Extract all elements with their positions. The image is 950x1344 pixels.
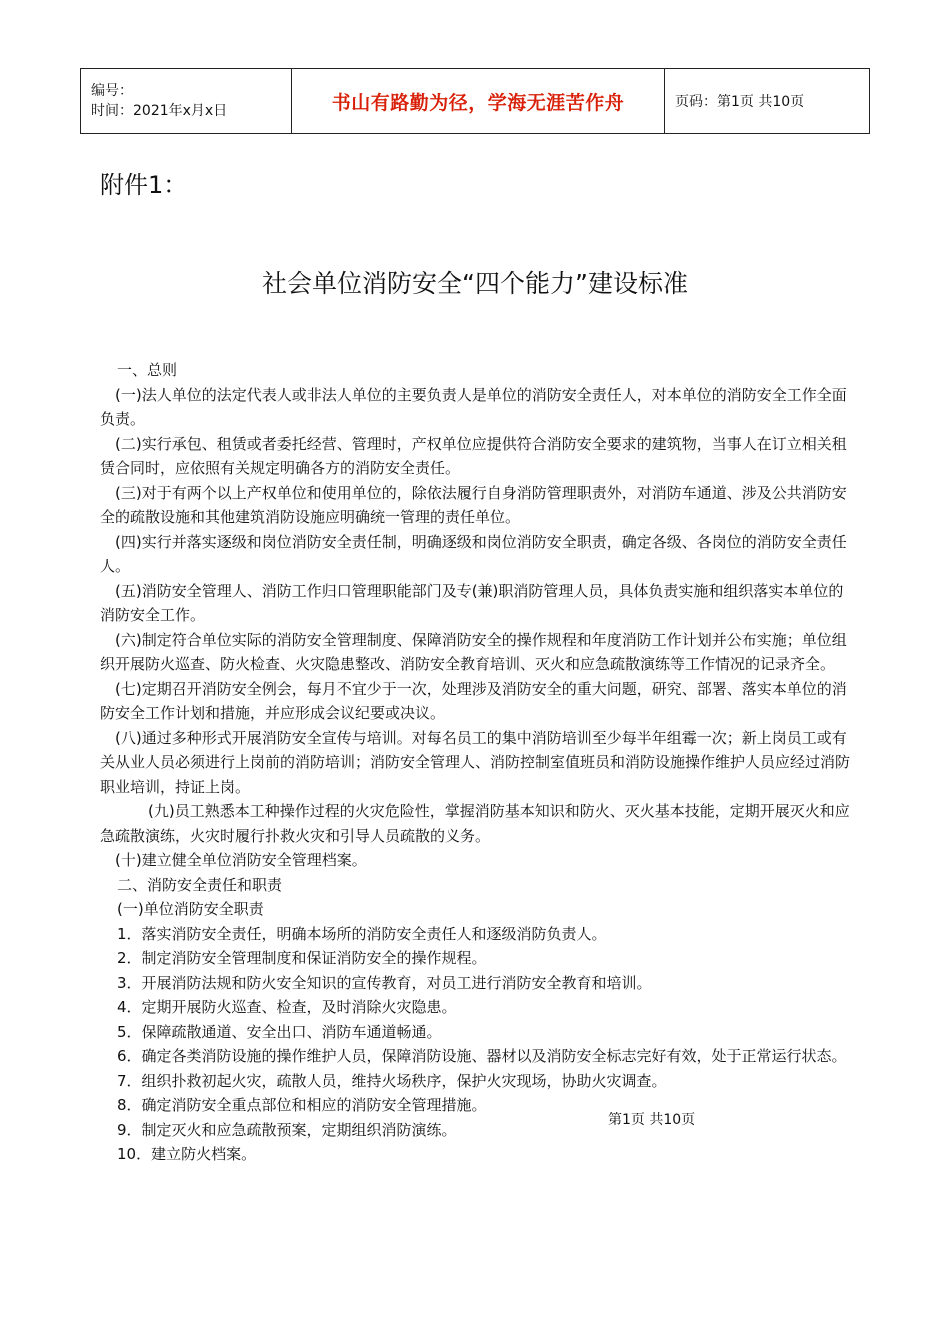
paragraph: (六)制定符合单位实际的消防安全管理制度、保障消防安全的操作规程和年度消防工作计划并公布实施；单位组织开展防火巡查、防火检查、火灾隐患整改、消防安全教育培训、灭火和应急疏散演练等工作情况的记录齐全。 (100, 630, 847, 673)
paragraph: (五)消防安全管理人、消防工作归口管理职能部门及专(兼)职消防管理人员，具体负责实施和组织落实本单位的消防安全工作。 (100, 581, 844, 624)
attachment-label: 附件1： (100, 171, 188, 199)
section-heading: 二、消防安全责任和职责 (117, 875, 283, 894)
list-item: 9．制定灭火和应急疏散预案，定期组织消防演练。 (117, 1120, 457, 1139)
paragraph: (三)对于有两个以上产权单位和使用单位的，除依法履行自身消防管理职责外，对消防车通道、涉及公共消防安全的疏散设施和其他建筑消防设施应明确统一管理的责任单位。 (100, 483, 847, 526)
list-item: 7．组织扑救初起火灾，疏散人员，维持火场秩序，保护火灾现场，协助火灾调查。 (117, 1071, 667, 1090)
list-item: 8．确定消防安全重点部位和相应的消防安全管理措施。 (117, 1096, 487, 1114)
header-motto: 书山有路勤为径，学海无涯苦作舟 (292, 69, 665, 134)
paragraph: (七)定期召开消防安全例会，每月不宜少于一次，处理涉及消防安全的重大问题，研究、部署、落实本单位的消防安全工作计划和措施，并应形成会议纪要或决议。 (100, 679, 847, 722)
list-item: 4．定期开展防火巡查、检查，及时消除火灾隐患。 (117, 998, 457, 1016)
header-table (80, 68, 870, 134)
document-number-label: 编号： (91, 83, 133, 99)
list-item: 5．保障疏散通道、安全出口、消防车通道畅通。 (117, 1022, 442, 1041)
list-item: 6．确定各类消防设施的操作维护人员，保障消防设施、器材以及消防安全标志完好有效，处于正常运行状态。 (117, 1047, 847, 1065)
header-page-info: 页码：第1页 共10页 (665, 69, 870, 134)
paragraph: (十)建立健全单位消防安全管理档案。 (115, 851, 367, 869)
list-item: 10．建立防火档案。 (117, 1145, 257, 1163)
paragraph: (二)实行承包、租赁或者委托经营、管理时，产权单位应提供符合消防安全要求的建筑物，当事人在订立相关租赁合同时，应依照有关规定明确各方的消防安全责任。 (100, 434, 847, 477)
section-heading: 一、总则 (117, 361, 178, 379)
page-title: 社会单位消防安全“四个能力”建设标准 (262, 269, 688, 298)
header-meta-cell (81, 69, 292, 134)
paragraph: (八)通过多种形式开展消防安全宣传与培训。对每名员工的集中消防培训至少每半年组霉一次；新上岗员工或有关从业人员必须进行上岗前的消防培训；消防安全管理人、消防控制室值班员和消防设施操作维护人员应经过消防职业培训，持证上岗。 (100, 728, 851, 796)
document-body (100, 358, 852, 1167)
subsection-heading: (一)单位消防安全职责 (117, 900, 264, 918)
footer-page-number: 第1页 共10页 (608, 1112, 696, 1128)
paragraph: (四)实行并落实逐级和岗位消防安全责任制，明确逐级和岗位消防安全职责，确定各级、各岗位的消防安全责任人。 (100, 532, 847, 575)
list-item: 3．开展消防法规和防火安全知识的宣传教育，对员工进行消防安全教育和培训。 (117, 973, 652, 992)
list-item: 2．制定消防安全管理制度和保证消防安全的操作规程。 (117, 949, 487, 967)
list-item: 1．落实消防安全责任，明确本场所的消防安全责任人和逐级消防负责人。 (117, 924, 607, 943)
paragraph: (一)法人单位的法定代表人或非法人单位的主要负责人是单位的消防安全责任人，对本单位的消防安全工作全面负责。 (100, 385, 847, 428)
document-time: 时间：2021年x月x日 (91, 103, 228, 119)
paragraph: (九)员工熟悉本工种操作过程的火灾危险性，掌握消防基本知识和防火、灭火基本技能，定期开展灭火和应急疏散演练，火灾时履行扑救火灾和引导人员疏散的义务。 (100, 802, 850, 845)
